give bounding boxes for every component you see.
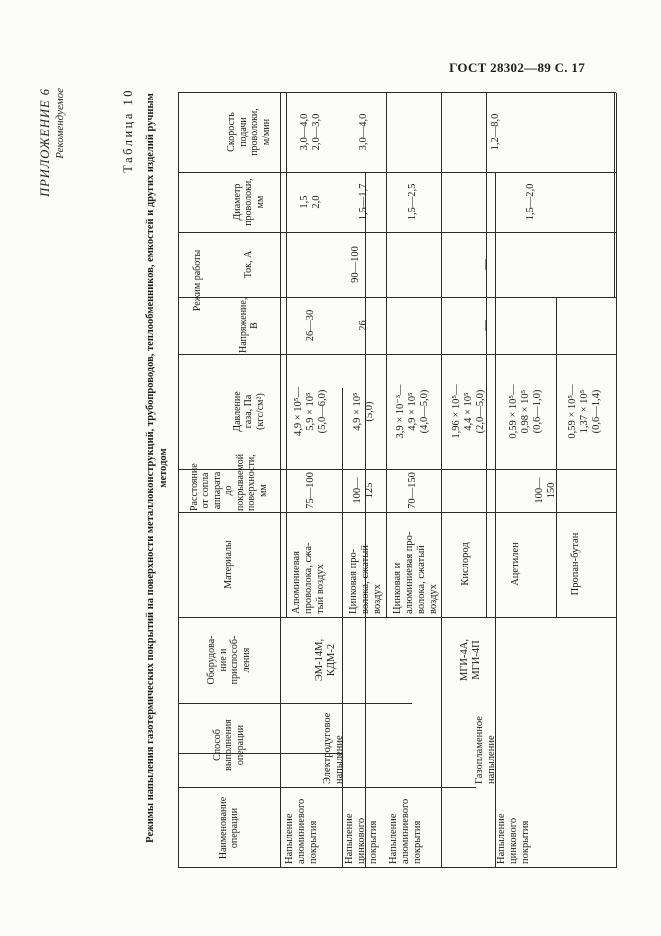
table-number: Таблица 10: [121, 88, 135, 173]
cell-operation: Напыление алюминиевого покрытия: [284, 798, 319, 864]
cell-material: Кислород: [460, 542, 471, 586]
table-line: [614, 93, 615, 298]
header-materials: Материалы: [223, 540, 235, 589]
cell-distance: 100—150: [534, 477, 557, 504]
table-line: [441, 93, 442, 868]
cell-speed: 1,2—8,0: [490, 113, 501, 151]
cell-current: 90—100: [350, 246, 361, 283]
cell-diameter: 1,5—1,7: [358, 183, 369, 221]
cell-material: Пропан-бутан: [570, 532, 581, 596]
header-distance: Расстояние от сопла аппарата до покрываемой поверхности, мм: [188, 453, 269, 511]
header-operation: Наименование операции: [217, 796, 240, 860]
cell-voltage: 26—30: [305, 309, 316, 342]
cell-method: Газопламенное напыление: [474, 716, 497, 784]
cell-voltage: —: [480, 320, 491, 331]
cell-material: Цинковая про- волока, сжатый воздух: [348, 545, 383, 614]
cell-distance: 70—150: [407, 472, 418, 509]
cell-material: Алюминиевая проволока, сжа- тый воздух: [291, 542, 326, 614]
cell-speed: 3,0—4,0 2,0—3,0: [299, 113, 322, 151]
header-pressure: Давление газа, Па (кгс/см²): [231, 391, 266, 432]
header-diameter: Диаметр проволоки, мм: [231, 178, 266, 226]
cell-operation: Напыление алюминиевого покрытия: [388, 798, 423, 864]
table-line: [616, 93, 617, 868]
table-line: [280, 93, 281, 868]
header-method: Способ выполнения операции: [211, 719, 246, 771]
cell-current: —: [480, 259, 491, 270]
cell-distance: 100—125: [352, 477, 375, 504]
cell-pressure: 1,96 × 10⁵— 4,4 × 10⁵ (2,0—5,0): [451, 384, 486, 439]
cell-operation: Напыление цинкового покрытия: [344, 813, 379, 864]
cell-diameter: 1,5—2,0: [525, 183, 536, 221]
appendix-subtitle: Рекомендуемое: [54, 88, 66, 159]
header-current: Ток, А: [243, 250, 255, 279]
cell-speed: 3,0—4,0: [358, 113, 369, 151]
header-mode: Режим работы: [192, 249, 204, 312]
cell-distance: 75—100: [305, 472, 316, 509]
cell-voltage: 26: [358, 320, 369, 331]
cell-equipment: ЭМ-14М, КДМ-2: [314, 638, 337, 682]
table-title: Режимы напыления газотермических покрытий на поверхности металлоконструкций, трубопроводов, теплообменников, емкостей и других изделий ручным методом: [145, 93, 169, 843]
header-speed: Скорость подачи проволоки, м/мин: [226, 108, 272, 156]
appendix-title: ПРИЛОЖЕНИЕ 6: [38, 88, 52, 197]
page-header: ГОСТ 28302—89 С. 17: [449, 60, 585, 75]
cell-diameter: 1,5—2,5: [407, 183, 418, 221]
table-line: [556, 355, 557, 470]
cell-method: Электродуговое напыление: [322, 712, 345, 784]
cell-material: Цинковая и алюминиевая про- волока, сжатый воздух: [392, 531, 439, 614]
cell-pressure: 0,59 × 10⁵— 0,98 × 10⁵ (0,6—1,0): [508, 384, 543, 439]
rotated-page-content: [36, 88, 626, 868]
cell-operation: Напыление цинкового покрытия: [496, 813, 531, 864]
header-equipment: Оборудова- ние и приспособ- ления: [206, 635, 252, 685]
cell-pressure: 4,9 × 10⁵ (5,0): [352, 392, 375, 431]
cell-equipment: МГИ-4А, МГИ-4П: [459, 639, 482, 681]
header-voltage: Напряжение, В: [237, 297, 260, 353]
cell-pressure: 3,9 × 10⁻³— 4,9 × 10⁵ (4,0—5,0): [395, 384, 430, 439]
table-line: [178, 867, 616, 868]
cell-diameter: 1,5 2,0: [299, 195, 322, 209]
cell-pressure: 0,59 × 10⁵— 1,37 × 10⁵ (0,6—1,4): [567, 384, 602, 439]
cell-pressure: 4,9 × 10⁵— 5,9 × 10⁵ (5,0—6,0): [293, 387, 328, 436]
cell-material: Ацетилен: [510, 542, 521, 586]
